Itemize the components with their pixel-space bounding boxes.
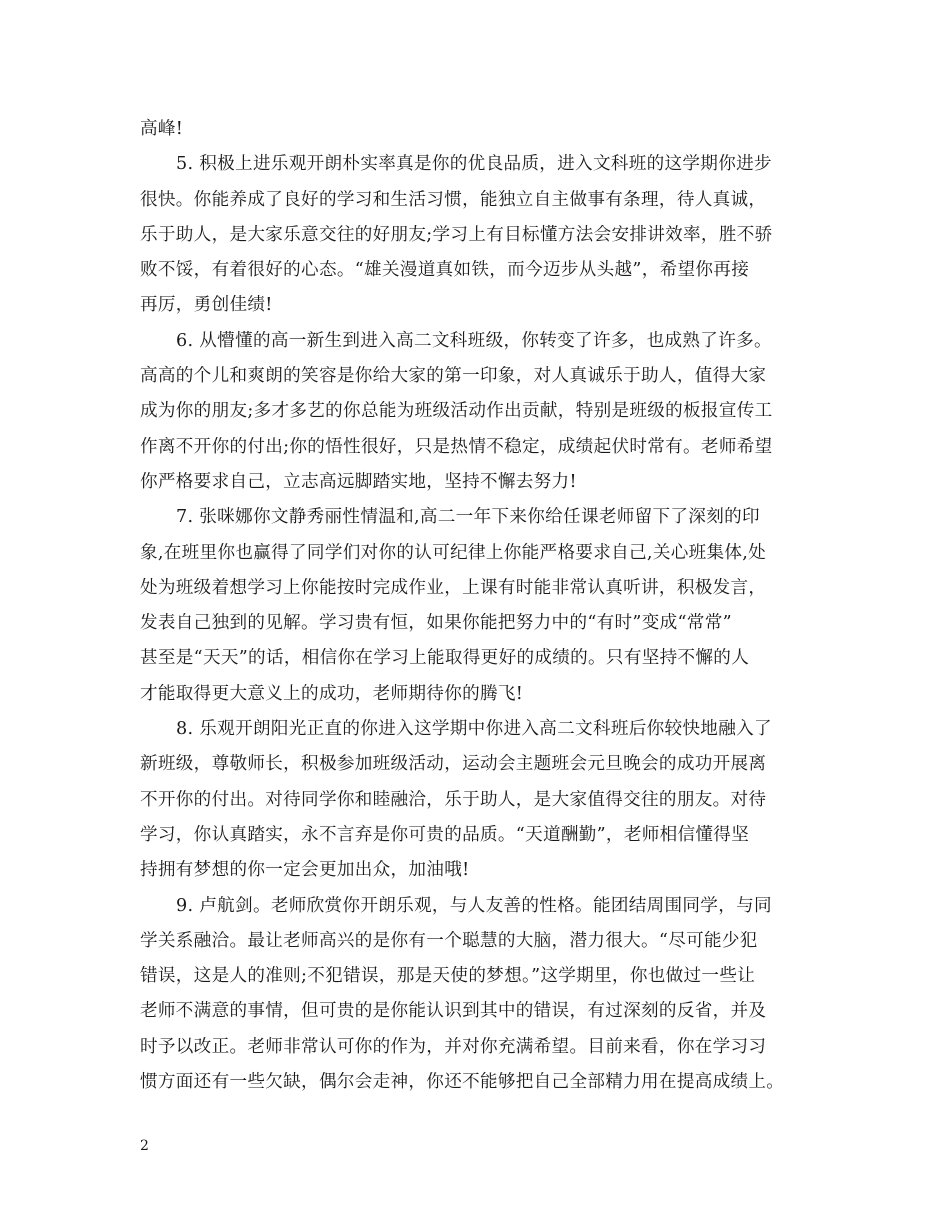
text-line: 错误，这是人的准则;不犯错误，那是天使的梦想。”这学期里，你也做过一些让 [140,966,756,987]
text-line: 很快。你能养成了良好的学习和生活习惯，能独立自主做事有条理，待人真诚， [140,189,767,210]
text-line: 持拥有梦想的你一定会更加出众，加油哦! [140,860,470,881]
text-line: 成为你的朋友;多才多艺的你总能为班级活动作出贡献，特别是班级的板报宣传工 [140,401,773,422]
text-line: 发表自己独到的见解。学习贵有恒，如果你能把努力中的“有时”变成“常常” [140,613,732,634]
text-line: 败不馁，有着很好的心态。“雄关漫道真如铁，而今迈步从头越”，希望你再接 [140,260,750,281]
text-line: 学关系融洽。最让老师高兴的是你有一个聪慧的大脑，潜力很大。“尽可能少犯 [140,930,758,951]
text-line: 你严格要求自己，立志高远脚踏实地，坚持不懈去努力! [140,471,577,492]
text-line: 高峰! [140,119,184,139]
text-line: 7. 张咪娜你文静秀丽性情温和,高二一年下来你给任课老师留下了深刻的印 [176,507,760,528]
text-line: 乐于助人，是大家乐意交往的好朋友;学习上有目标懂方法会安排讲效率，胜不骄 [140,224,773,245]
text-line: 学习，你认真踏实，永不言弃是你可贵的品质。“天道酬勤”，老师相信懂得坚 [140,824,750,845]
text-line: 8. 乐观开朗阳光正直的你进入这学期中你进入高二文科班后你较快地融入了 [176,719,772,740]
text-line: 惯方面还有一些欠缺，偶尔会走神，你还不能够把自己全部精力用在提高成绩上。 [140,1072,785,1093]
text-line: 时予以改正。老师非常认可你的作为，并对你充满希望。目前来看，你在学习习 [140,1036,767,1057]
text-line: 5. 积极上进乐观开朗朴实率真是你的优良品质，进入文科班的这学期你进步 [176,154,772,175]
text-line: 作离不开你的付出;你的悟性很好，只是热情不稳定，成绩起伏时常有。老师希望 [140,436,773,457]
text-line: 处为班级着想学习上你能按时完成作业，上课有时能非常认真听讲，积极发言， [140,577,767,598]
text-line: 象,在班里你也赢得了同学们对你的认可纪律上你能严格要求自己,关心班集体,处 [140,542,767,563]
text-line: 6. 从懵懂的高一新生到进入高二文科班级，你转变了许多，也成熟了许多。 [176,330,772,351]
text-line: 再厉，勇创佳绩! [140,295,273,316]
text-line: 才能取得更大意义上的成功，老师期待你的腾飞! [140,683,524,704]
text-line: 高高的个儿和爽朗的笑容是你给大家的第一印象，对人真诚乐于助人，值得大家 [140,366,767,387]
text-line: 新班级，尊敬师长，积极参加班级活动，运动会主题班会元旦晚会的成功开展离 [140,754,767,775]
text-line: 不开你的付出。对待同学你和睦融洽，乐于助人，是大家值得交往的朋友。对待 [140,789,767,810]
page-number: 2 [140,1138,149,1154]
document-body [140,112,820,1100]
text-line: 9. 卢航剑。老师欣赏你开朗乐观，与人友善的性格。能团结周围同学，与同 [176,895,772,916]
text-line: 甚至是“天天”的话，相信你在学习上能取得更好的成绩的。只有坚持不懈的人 [140,648,750,669]
text-line: 老师不满意的事情，但可贵的是你能认识到其中的错误，有过深刻的反省，并及 [140,1001,767,1022]
